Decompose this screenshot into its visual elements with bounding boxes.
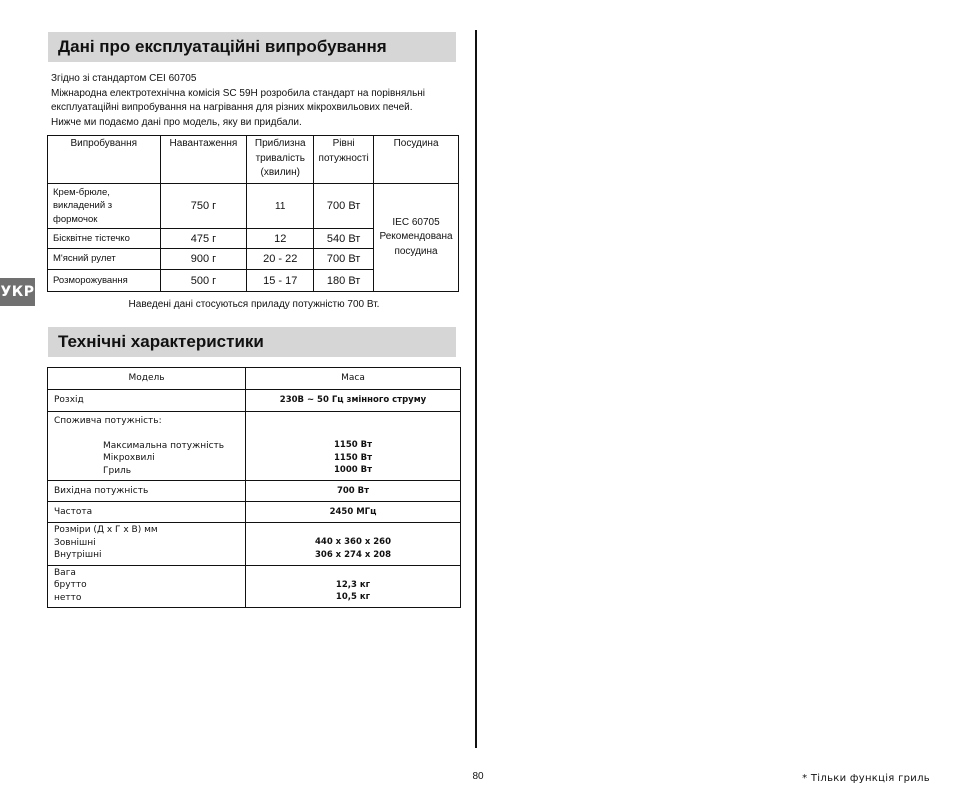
power-mw-label: Мікрохвилі <box>103 453 155 463</box>
test-note: Наведені дані стосуються приладу потужністю 700 Вт. <box>128 299 380 310</box>
cell-power: 700 Вт <box>314 249 374 270</box>
power-max-value: 1150 Вт <box>333 440 373 450</box>
table-row <box>48 481 461 502</box>
intro-line: Нижче ми подаємо дані про модель, яку ви придбали. <box>51 116 302 128</box>
cell-power: 540 Вт <box>314 229 374 249</box>
output-value: 700 Вт <box>246 481 461 502</box>
intro-line: Міжнародна електротехнічна комісія SC 59H розробила стандарт на порівняльні <box>51 87 426 99</box>
header-model: Модель <box>48 368 246 390</box>
weight-value-cell <box>246 565 461 608</box>
freq-label: Частота <box>48 502 246 523</box>
dims-value-cell <box>246 523 461 566</box>
header-vessel: Посудина <box>374 136 459 184</box>
cell-time: 12 <box>247 229 314 249</box>
table-row <box>48 565 461 608</box>
performance-test-table <box>47 135 459 292</box>
intro-line: Згідно зі стандартом CEI 60705 <box>51 73 197 84</box>
header-test: Випробування <box>48 136 161 184</box>
power-label-cell <box>48 412 246 481</box>
dims-label: Розміри (Д x Г x В) мм <box>54 525 158 535</box>
cell-power: 700 Вт <box>314 184 374 229</box>
power-label: Споживча потужність: <box>54 416 162 426</box>
cell-time: 11 <box>247 184 314 229</box>
cell-vessel <box>374 184 459 292</box>
section-title-performance: Дані про експлуатаційні випробування <box>48 32 456 62</box>
header-mass: Маса <box>246 368 461 390</box>
dims-ext-value: 440 x 360 x 260 <box>314 537 392 547</box>
dims-label-cell <box>48 523 246 566</box>
weight-net-value: 10,5 кг <box>335 592 371 602</box>
table-header-row <box>48 136 459 184</box>
cell-load: 500 г <box>160 270 247 292</box>
dims-ext-label: Зовнішні <box>54 537 96 548</box>
cell-load: 750 г <box>160 184 247 229</box>
table-row <box>48 390 461 412</box>
vessel-line: Рекомендована <box>379 231 453 243</box>
header-load: Навантаження <box>160 136 247 184</box>
table-row <box>48 523 461 566</box>
power-grill-value: 1000 Вт <box>333 465 373 475</box>
cell-test: Бісквітне тістечко <box>48 229 161 249</box>
cell-load: 900 г <box>160 249 247 270</box>
power-mw-value: 1150 Вт <box>333 452 373 463</box>
section-title-specs: Технічні характеристики <box>48 327 456 357</box>
freq-value: 2450 МГц <box>246 502 461 523</box>
page-number: 80 <box>472 771 484 782</box>
table-row <box>48 502 461 523</box>
power-value-cell <box>246 412 461 481</box>
intro-text <box>51 72 471 130</box>
table-row <box>48 412 461 481</box>
cell-test: Розморожування <box>48 270 161 292</box>
header-power: Рівні потужності <box>314 136 374 184</box>
intro-line: експлуатаційні випробування на нагрівання для різних мікрохвильових печей. <box>51 102 413 113</box>
spec-table <box>47 367 461 608</box>
vessel-line: IEC 60705 <box>392 216 440 228</box>
cell-time: 20 - 22 <box>247 249 314 270</box>
dims-int-value: 306 x 274 x 208 <box>314 549 392 560</box>
column-divider <box>475 30 477 748</box>
cell-time: 15 - 17 <box>247 270 314 292</box>
power-max-label: Максимальна потужність <box>103 440 225 451</box>
header-duration: Приблизна тривалість (хвилин) <box>247 136 314 184</box>
cell-load: 475 г <box>160 229 247 249</box>
output-label: Вихідна потужність <box>48 481 246 502</box>
cell-power: 180 Вт <box>314 270 374 292</box>
vessel-line: посудина <box>394 245 438 257</box>
cell-test: М'ясний рулет <box>48 249 161 270</box>
power-grill-label: Гриль <box>103 465 132 476</box>
weight-net-label: нетто <box>54 592 82 603</box>
language-tab: УКР <box>0 278 35 306</box>
weight-label: Вага <box>54 567 76 578</box>
table-header-row <box>48 368 461 390</box>
consumption-value: 230В ~ 50 Гц змінного струму <box>246 390 461 412</box>
table-row <box>48 184 459 229</box>
footnote: * Тільки функція гриль <box>802 773 930 784</box>
dims-int-label: Внутрішні <box>54 550 102 560</box>
consumption-label: Розхід <box>48 390 246 412</box>
cell-test: Крем-брюле, викладений з формочок <box>48 184 161 229</box>
weight-gross-value: 12,3 кг <box>335 579 371 590</box>
weight-label-cell <box>48 565 246 608</box>
weight-gross-label: брутто <box>54 580 87 590</box>
